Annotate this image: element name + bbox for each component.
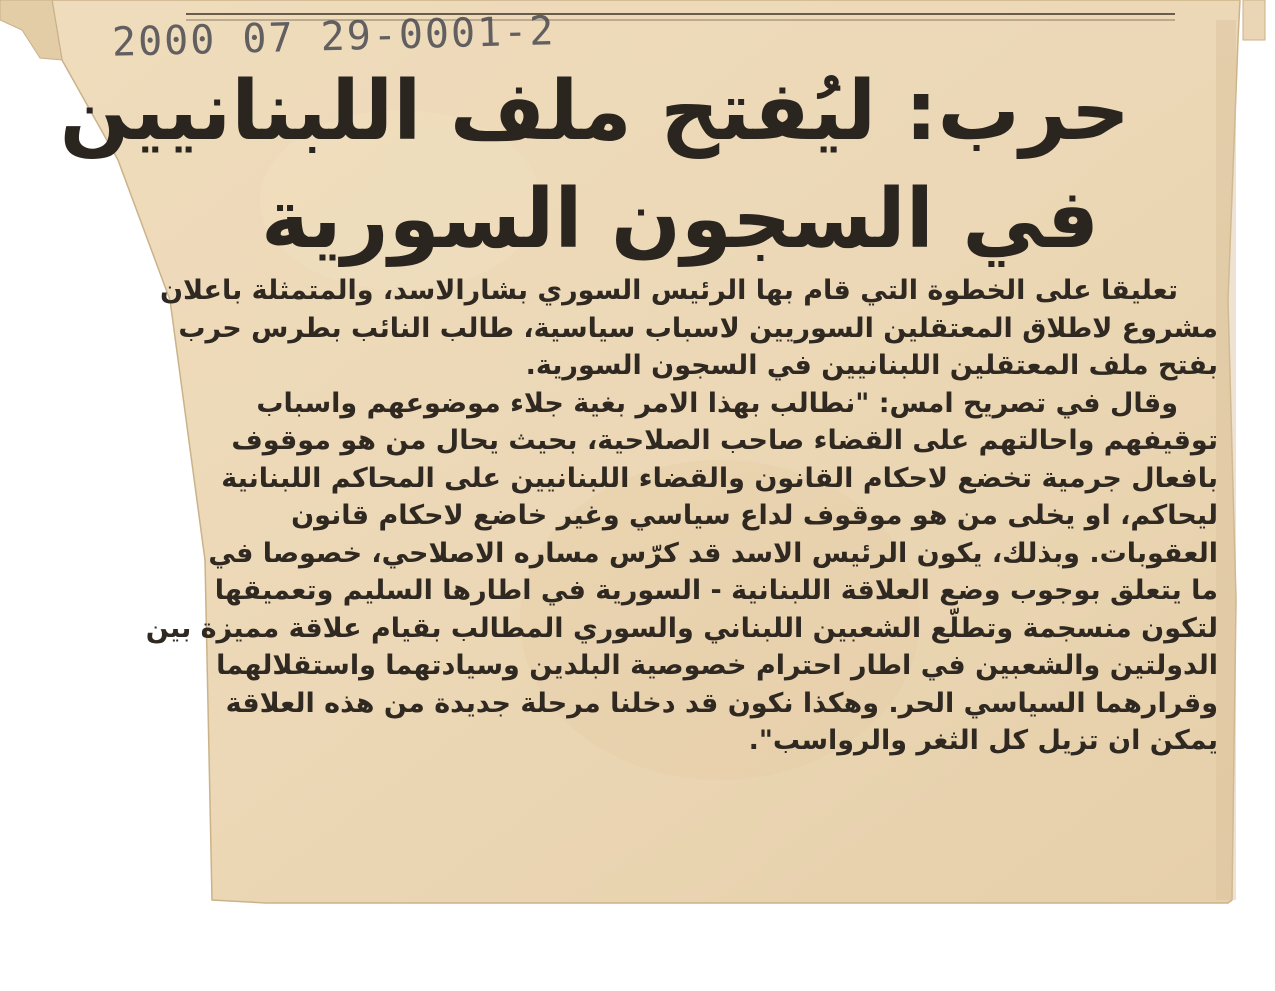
body-line: بفتح ملف المعتقلين اللبنانيين في السجون السورية. — [525, 350, 1218, 381]
body-line: يمكن ان تزيل كل الثغر والرواسب". — [748, 725, 1218, 756]
body-line: لتكون منسجمة وتطلّع الشعبين اللبناني والسوري المطالب بقيام علاقة مميزة بين — [145, 612, 1218, 644]
body-line: الدولتين والشعبين في اطار احترام خصوصية البلدين وسيادتهما واستقلالهما — [216, 650, 1218, 681]
headline-line-2: في السجون السورية — [260, 172, 1100, 267]
body-line: وقال في تصريح امس: "نطالب بهذا الامر بغية جلاء موضوعهم واسباب — [256, 387, 1178, 419]
body-line: تعليقا على الخطوة التي قام بها الرئيس السوري بشارالاسد، والمتمثلة باعلان — [160, 275, 1178, 306]
body-line: توقيفهم واحالتهم على القضاء صاحب الصلاحية، بحيث يحال من هو موقوف — [231, 425, 1218, 456]
article-headline — [59, 58, 1130, 274]
headline-line-1: حرب: ليُفتح ملف اللبنانيين — [59, 64, 1130, 159]
body-line: ما يتعلق بوجوب وضع العلاقة اللبنانية - السورية في اطارها السليم وتعميقها — [214, 575, 1218, 606]
body-line: مشروع لاطلاق المعتقلين السوريين لاسباب سياسية، طالب النائب بطرس حرب — [178, 312, 1218, 344]
body-line: ليحاكم، او يخلى من هو موقوف لداع سياسي وغير خاضع لاحكام قانون — [291, 500, 1218, 531]
body-line: العقوبات. وبذلك، يكون الرئيس الاسد قد كرّس مساره الاصلاحي، خصوصا في — [208, 537, 1218, 569]
body-line: بافعال جرمية تخضع لاحكام القانون والقضاء اللبنانيين على المحاكم اللبنانية — [221, 462, 1218, 494]
article-body — [145, 272, 1218, 760]
body-line: وقرارهما السياسي الحر. وهكذا نكون قد دخلنا مرحلة جديدة من هذه العلاقة — [225, 687, 1218, 719]
handwritten-date-note: 2000 07 29-0001-2 — [111, 8, 556, 66]
